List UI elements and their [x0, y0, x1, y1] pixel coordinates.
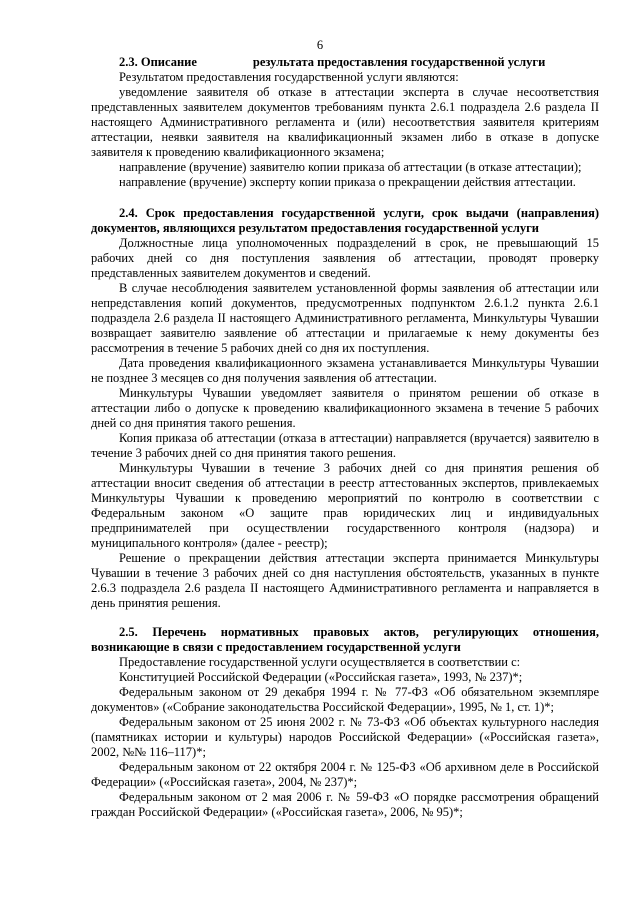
section-2-4-heading: 2.4. Срок предоставления государственной услуги, срок выдачи (направления) документов, являющихся результатом предоставления государственной услуги [91, 206, 599, 235]
section-2-5-heading: 2.5. Перечень нормативных правовых актов, регулирующих отношения, возникающие в связи с предоставлением государственной услуги [91, 625, 599, 654]
section-2-5-paragraph: Конституцией Российской Федерации («Российская газета», 1993, № 237)*; [119, 670, 523, 684]
section-2-4-paragraph: Должностные лица уполномоченных подразделений в срок, не превышающий 15 рабочих дней со дня поступления заявления об аттестации, проводят проверку представленных заявителем документов и сведений. [91, 236, 599, 280]
section-2-3-heading-text: результата предоставления государственной услуги [252, 55, 546, 69]
section-gap [91, 190, 599, 206]
section-2-5-paragraph: Федеральным законом от 22 октября 2004 г. № 125-ФЗ «Об архивном деле в Российской Федерации» («Российская газета», 2004, № 237)*; [91, 760, 599, 789]
section-2-3-heading-number: 2.3. Описание [119, 55, 197, 69]
section-2-4-paragraph: Минкультуры Чувашии в течение 3 рабочих дней со дня принятия решения об аттестации вносит сведения об аттестации в реестр аттестованных экспертов, привлекаемых Минкультуры Чувашии к проведению мероприятий по контролю в соответствии с Федеральным законом «О защите прав юридических лиц и индивидуальных предпринимателей при осуществлении государственного контроля (надзора) и муниципального контроля» (далее - реестр); [91, 461, 599, 550]
section-2-3-paragraph: направление (вручение) заявителю копии приказа об аттестации (в отказе аттестации); [119, 160, 582, 174]
page-number: 6 [316, 38, 324, 52]
section-2-3-paragraph: уведомление заявителя об отказе в аттестации эксперта в случае несоответствия представленных заявителем документов требованиям пункта 2.6.1 подраздела 2.6 раздела II настоящего Административного регламента и (или) несоответствия заявителя критериям аттестации, неявки заявителя на квалификационный экзамен либо в отказе в допуске заявителя к проведению квалификационного экзамена; [91, 85, 599, 159]
section-2-4-paragraph: В случае несоблюдения заявителем установленной формы заявления об аттестации или непредставления копий документов, предусмотренных подпунктом 2.6.1.2 пункта 2.6.1 подраздела 2.6 раздела II настоящего Административного регламента, Минкультуры Чувашии возвращает заявителю заявление об аттестации и прилагаемые к нему документы без рассмотрения в течение 5 рабочих дней со дня их поступления. [91, 281, 599, 355]
section-2-4-paragraph: Копия приказа об аттестации (отказа в аттестации) направляется (вручается) заявителю в течение 3 рабочих дней со дня принятия такого решения. [91, 431, 599, 460]
section-gap [91, 611, 599, 625]
section-2-4-paragraph: Дата проведения квалификационного экзамена устанавливается Минкультуры Чувашии не позднее 3 месяцев со дня получения заявления об аттестации. [91, 356, 599, 385]
section-2-3-heading [91, 55, 599, 70]
section-2-4-paragraph: Решение о прекращении действия аттестации эксперта принимается Минкультуры Чувашии в течение 3 рабочих дней со дня наступления обстоятельств, указанных в пункте 2.6.3 подраздела 2.6 раздела II настоящего Административного регламента и направляется в день принятия решения. [91, 551, 599, 610]
section-2-4-paragraph: Минкультуры Чувашии уведомляет заявителя о принятом решении об отказе в аттестации либо о допуске к проведению квалификационного экзамена в течение 5 рабочих дней со дня принятия такого решения. [91, 386, 599, 430]
section-2-3-paragraph: направление (вручение) эксперту копии приказа о прекращении действия аттестации. [119, 175, 576, 189]
section-2-5-paragraph: Федеральным законом от 29 декабря 1994 г. № 77-ФЗ «Об обязательном экземпляре документов» («Собрание законодательства Российской Федерации», 1995, № 1, ст. 1)*; [91, 685, 599, 714]
section-2-5-paragraph: Предоставление государственной услуги осуществляется в соответствии с: [119, 655, 521, 669]
page-body [91, 55, 599, 820]
section-2-5-paragraph: Федеральным законом от 25 июня 2002 г. № 73-ФЗ «Об объектах культурного наследия (памятниках истории и культуры) народов Российской Федерации» («Российская газета», 2002, №№ 116–117)*; [91, 715, 599, 759]
section-2-5-paragraph: Федеральным законом от 2 мая 2006 г. № 59-ФЗ «О порядке рассмотрения обращений граждан Российской Федерации» («Российская газета», 2006, № 95)*; [91, 790, 599, 819]
section-2-3-paragraph: Результатом предоставления государственной услуги являются: [119, 70, 459, 84]
